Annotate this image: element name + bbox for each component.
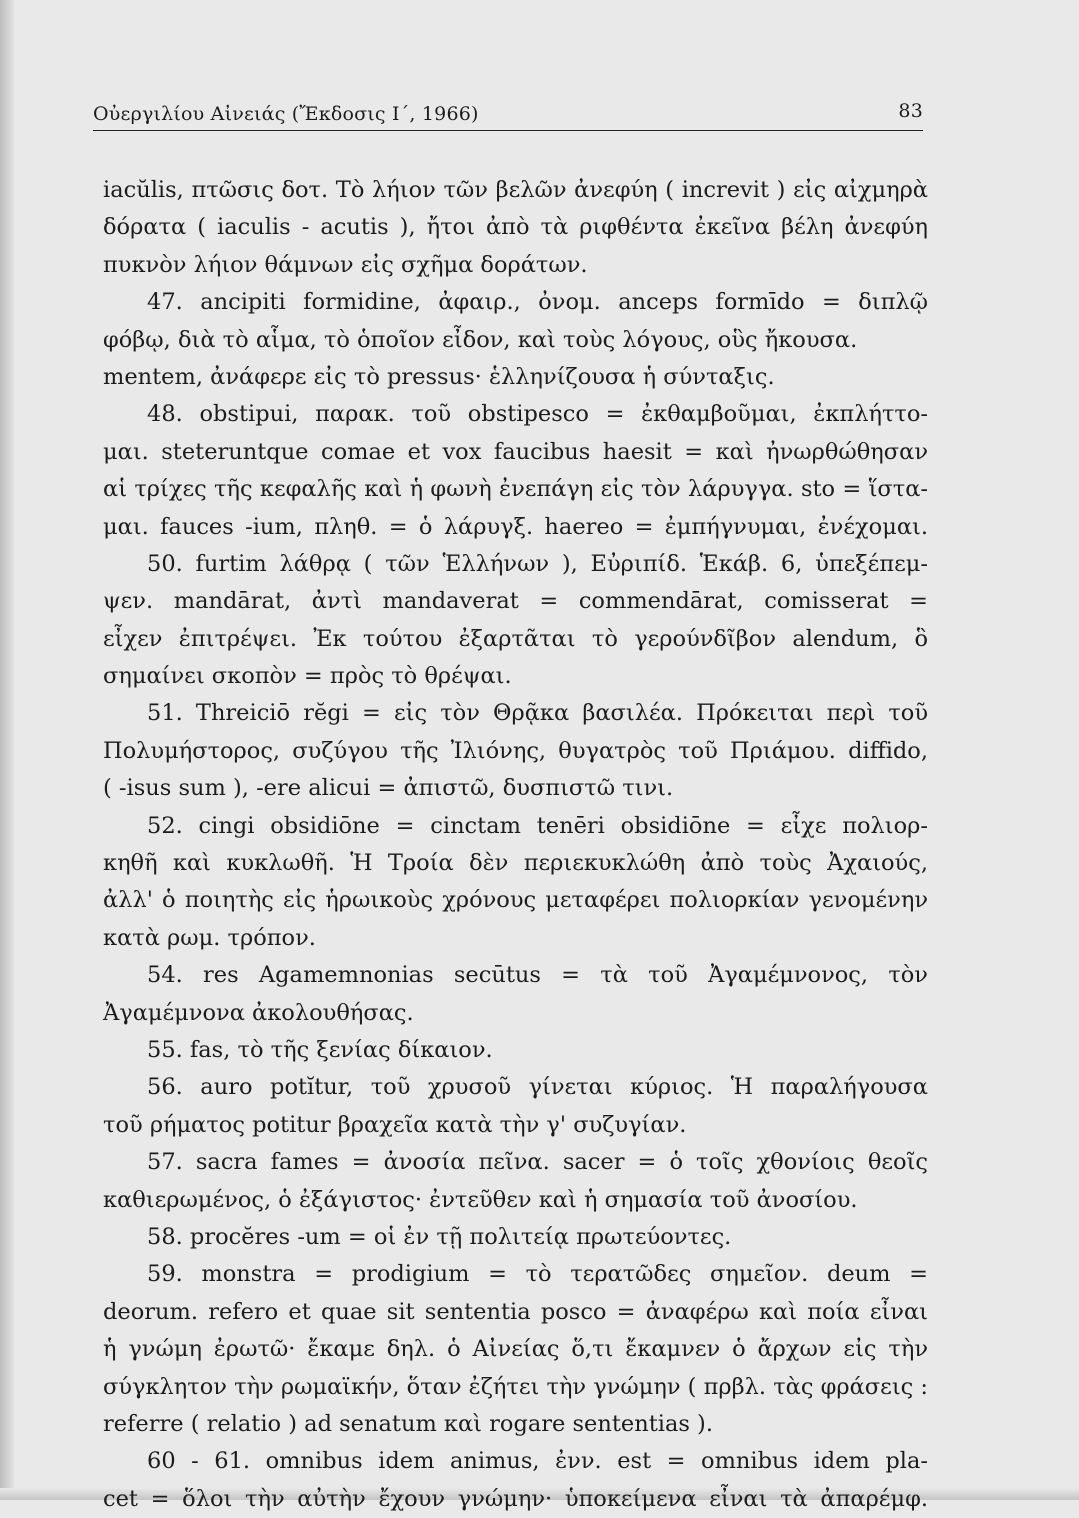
text-line: δόρατα ( iaculis - acutis ), ἤτοι ἀπὸ τὰ ριφθέντα ἐκεῖνα βέλη ἀνεφύη	[103, 214, 928, 241]
text-line: 56. auro potĭtur, τοῦ χρυσοῦ γίνεται κύριος. Ἡ παραλήγουσα	[147, 1074, 928, 1101]
text-line: 54. res Agamemnonias secūtus = τὰ τοῦ Ἀγαμέμνονος, τὸν	[147, 962, 928, 989]
text-line: φόβῳ, διὰ τὸ αἷμα, τὸ ὁποῖον εἶδον, καὶ τοὺς λόγους, οὓς ἤκουσα.	[103, 326, 858, 353]
text-line: πυκνὸν λήιον θάμνων εἰς σχῆμα δοράτων.	[103, 251, 588, 278]
text-line: Ἀγαμέμνονα ἀκολουθήσας.	[103, 999, 414, 1026]
text-line: iacŭlis, πτῶσις δοτ. Τὸ λήιον τῶν βελῶν ἀνεφύη ( increvit ) εἰς αἰχμηρὰ	[103, 177, 928, 203]
text-line: καθιερωμένος, ὁ ἐξάγιστος· ἐντεῦθεν καὶ ἡ σημασία τοῦ ἀνοσίου.	[103, 1186, 858, 1213]
text-line: κατὰ ρωμ. τρόπον.	[103, 924, 316, 951]
page-number: 83	[898, 100, 923, 122]
commentary-body	[103, 172, 928, 1518]
text-line: μαι. steteruntque comae et vox faucibus haesit = καὶ ἠνωρθώθησαν	[103, 438, 928, 465]
text-line: κηθῆ καὶ κυκλωθῆ. Ἡ Τροία δὲν περιεκυκλώθη ἀπὸ τοὺς Ἀχαιούς,	[103, 850, 928, 877]
text-line: ἡ γνώμη ἐρωτῶ· ἔκαμε δηλ. ὁ Αἰνείας ὅ,τι ἔκαμνεν ὁ ἄρχων εἰς τὴν	[103, 1336, 928, 1363]
text-line: ἀλλ' ὁ ποιητὴς εἰς ἡρωικοὺς χρόνους μεταφέρει πολιορκίαν γενομένην	[103, 887, 928, 914]
text-line: cet = ὅλοι τὴν αὐτὴν ἔχουν γνώμην· ὑποκείμενα εἶναι τὰ ἀπαρέμφ.	[103, 1485, 928, 1512]
text-line: 48. obstipui, παρακ. τοῦ obstipesco = ἐκθαμβοῦμαι, ἐκπλήττο-	[147, 401, 928, 428]
running-head	[93, 102, 923, 131]
text-line: 52. cingi obsidiōne = cinctam tenēri obsidiōne = εἶχε πολιορ-	[147, 812, 928, 839]
text-line: 55. fas, τὸ τῆς ξενίας δίκαιον.	[147, 1036, 493, 1063]
text-line: 50. furtim λάθρᾳ ( τῶν Ἑλλήνων ), Εὐριπίδ. Ἑκάβ. 6, ὑπεξέπεμ-	[147, 550, 928, 577]
text-line: 59. monstra = prodigium = τὸ τερατῶδες σημεῖον. deum =	[147, 1261, 928, 1288]
text-line: σημαίνει σκοπὸν = πρὸς τὸ θρέψαι.	[103, 663, 512, 690]
text-line: 57. sacra fames = ἀνοσία πεῖνα. sacer = ὁ τοῖς χθονίοις θεοῖς	[147, 1149, 928, 1176]
running-head-title: Οὐεργιλίου Αἰνειάς (Ἔκδοσις Ι΄, 1966)	[93, 103, 479, 125]
text-line: σύγκλητον τὴν ρωμαϊκήν, ὅταν ἐζήτει τὴν γνώμην ( πρβλ. τὰς φράσεις :	[103, 1373, 928, 1400]
text-line: 47. ancipiti formidine, ἀφαιρ., ὀνομ. anceps formīdo = διπλῷ	[147, 289, 928, 316]
text-line: τοῦ ρήματος potitur βραχεῖα κατὰ τὴν γ' συζυγίαν.	[103, 1111, 687, 1138]
text-line: ( -isus sum ), -ere alicui = ἀπιστῶ, δυσπιστῶ τινι.	[103, 775, 674, 802]
text-line: 58. procĕres -um = οἱ ἐν τῇ πολιτείᾳ πρωτεύοντες.	[147, 1223, 732, 1250]
text-line: Πολυμήστορος, συζύγου τῆς Ἰλιόνης, θυγατρὸς τοῦ Πριάμου. diffido,	[103, 737, 928, 764]
text-line: referre ( relatio ) ad senatum καὶ rogare sententias ).	[103, 1410, 713, 1437]
text-line: εἶχεν ἐπιτρέψει. Ἐκ τούτου ἐξαρτᾶται τὸ γερούνδῖβον alendum, ὃ	[103, 625, 928, 652]
page-edge-shadow	[0, 0, 14, 1500]
text-line: μαι. fauces -ium, πληθ. = ὁ λάρυγξ. haereo = ἐμπήγνυμαι, ἐνέχομαι.	[103, 513, 928, 540]
text-line: deorum. refero et quae sit sententia posco = ἀναφέρω καὶ ποία εἶναι	[103, 1298, 928, 1325]
text-line: 51. Threiciō rĕgi = εἰς τὸν Θρᾷκα βασιλέα. Πρόκειται περὶ τοῦ	[147, 700, 928, 727]
text-line: 60 - 61. omnibus idem animus, ἐνν. est = omnibus idem pla-	[147, 1448, 928, 1475]
text-line: αἱ τρίχες τῆς κεφαλῆς καὶ ἡ φωνὴ ἐνεπάγη εἰς τὸν λάρυγγα. sto = ἵστα-	[103, 476, 928, 503]
text-line: mentem, ἀνάφερε εἰς τὸ pressus· ἑλληνίζουσα ἡ σύνταξις.	[103, 363, 775, 390]
text-line: ψεν. mandārat, ἀντὶ mandaverat = commendārat, comisserat =	[103, 588, 928, 615]
